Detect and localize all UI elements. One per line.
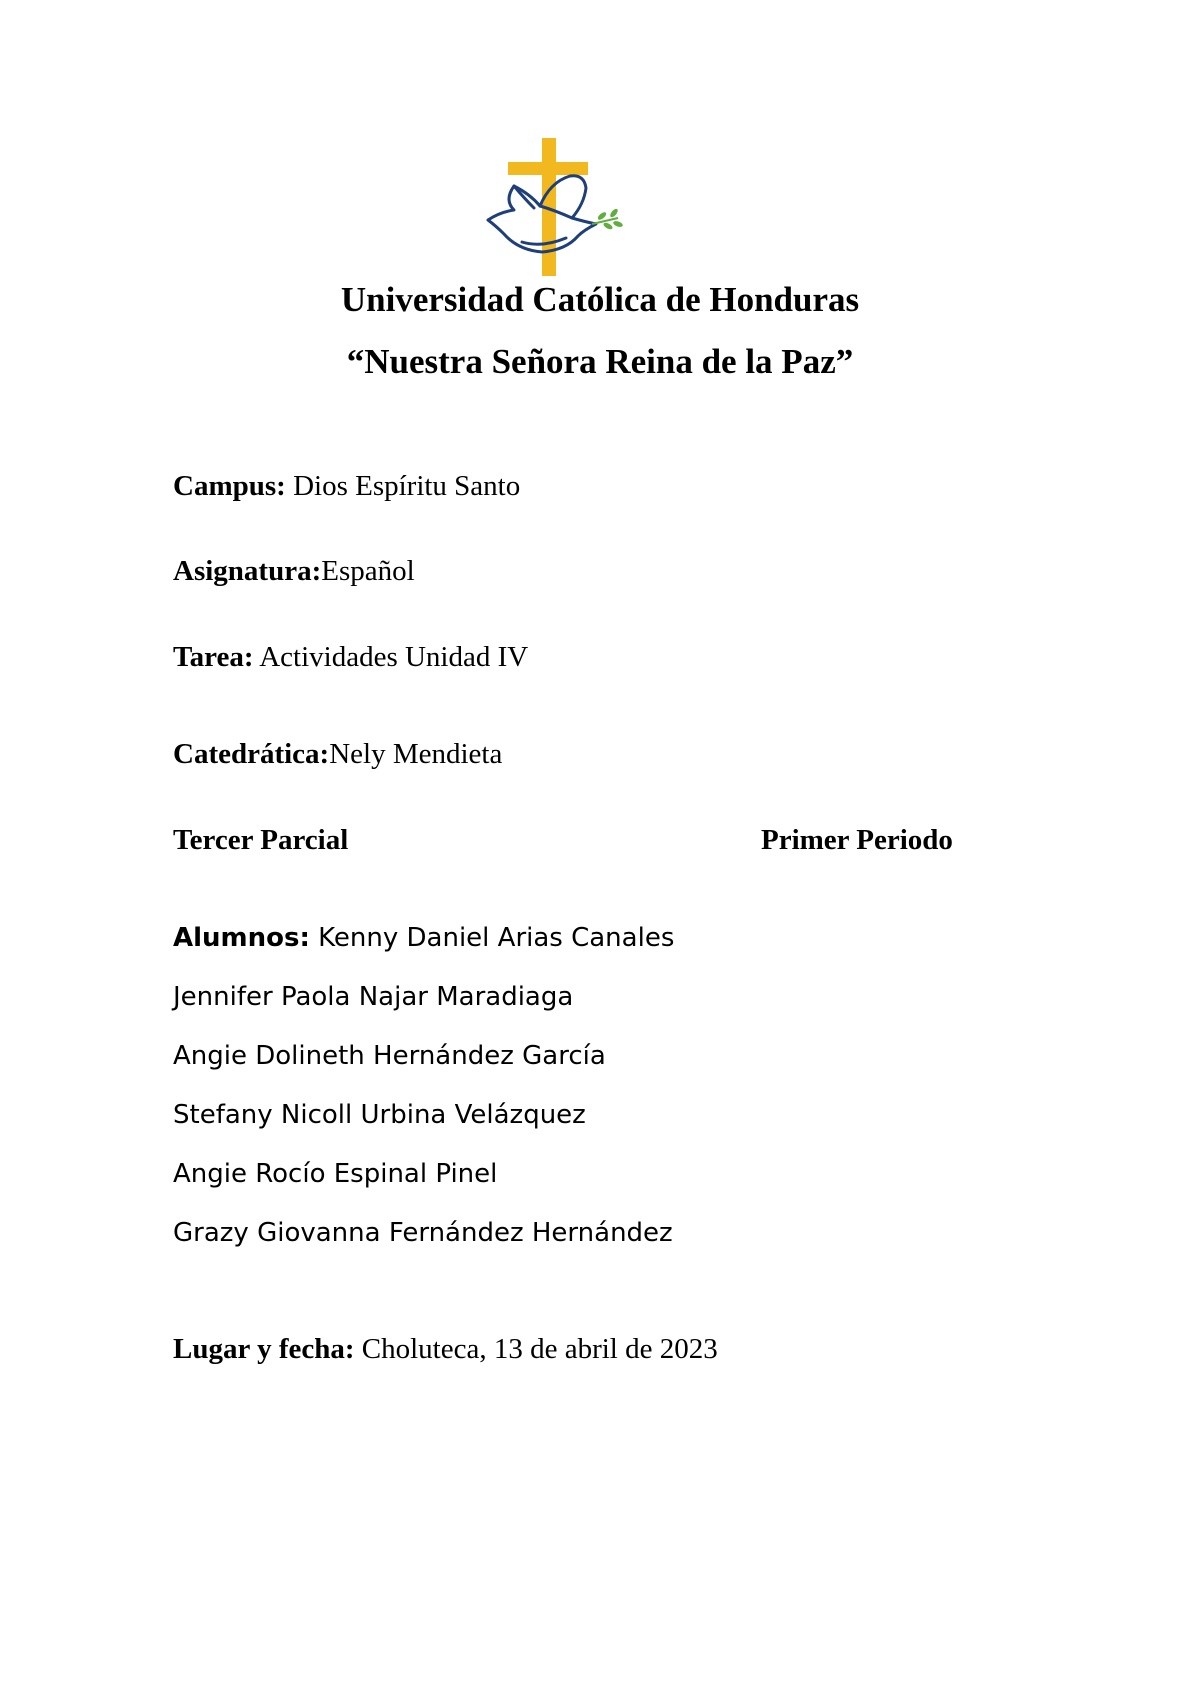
student-row [173, 1213, 674, 1272]
student-name: Angie Rocío Espinal Pinel [173, 1159, 498, 1189]
catedratica-label: Catedrática: [173, 738, 330, 770]
student-name: Stefany Nicoll Urbina Velázquez [173, 1100, 586, 1130]
tarea-label: Tarea: [173, 641, 254, 673]
student-row [173, 977, 674, 1036]
asignatura-label: Asignatura: [173, 555, 322, 587]
student-row [173, 1036, 674, 1095]
students-label: Alumnos: [173, 923, 310, 953]
tarea-field [173, 639, 528, 675]
asignatura-field [173, 553, 415, 589]
student-row [173, 918, 674, 977]
student-name: Kenny Daniel Arias Canales [318, 923, 675, 953]
student-name: Jennifer Paola Najar Maradiaga [173, 982, 574, 1012]
dove-cross-logo-icon [484, 138, 634, 283]
parcial-label: Tercer Parcial [173, 824, 349, 856]
lugar-fecha-field [173, 1331, 718, 1367]
campus-field [173, 468, 520, 504]
campus-value: Dios Espíritu Santo [293, 470, 521, 502]
periodo-label: Primer Periodo [761, 824, 953, 856]
tarea-value: Actividades Unidad IV [259, 641, 529, 673]
lugar-label: Lugar y fecha: [173, 1333, 355, 1365]
catedratica-value: Nely Mendieta [329, 738, 503, 770]
olive-branch [592, 208, 624, 231]
university-motto: “Nuestra Señora Reina de la Paz” [346, 342, 854, 381]
campus-label: Campus: [173, 470, 286, 502]
student-row [173, 1154, 674, 1213]
students-list [173, 918, 674, 1272]
catedratica-field [173, 736, 502, 772]
cross-horizontal [508, 162, 588, 175]
student-name: Angie Dolineth Hernández García [173, 1041, 606, 1071]
student-row [173, 1095, 674, 1154]
university-title: Universidad Católica de Honduras [340, 280, 860, 319]
asignatura-value: Español [321, 555, 415, 587]
student-name: Grazy Giovanna Fernández Hernández [173, 1218, 673, 1248]
lugar-value: Choluteca, 13 de abril de 2023 [361, 1333, 718, 1365]
